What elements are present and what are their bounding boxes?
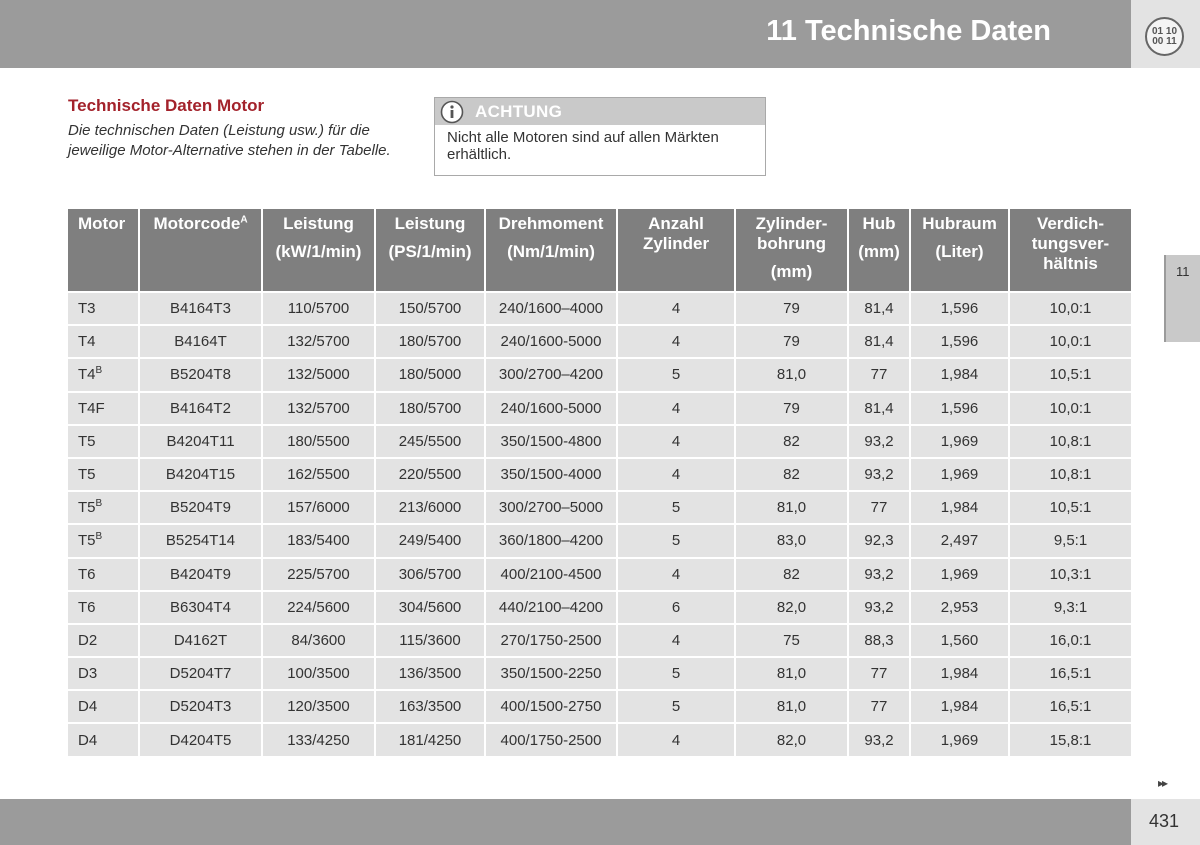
cell-kw: 162/5500	[262, 458, 375, 491]
cell-bohrung: 81,0	[735, 491, 848, 524]
col-header-hubraum: Hubraum (Liter)	[910, 209, 1009, 292]
cell-motor: T3	[68, 292, 139, 325]
cell-hubraum: 1,596	[910, 292, 1009, 325]
cell-motor: $T4^B$	[68, 358, 139, 391]
cell-verd: 16,0:1	[1009, 624, 1131, 657]
table-row	[68, 591, 1131, 624]
table-body	[68, 292, 1131, 757]
cell-verd: 10,5:1	[1009, 491, 1131, 524]
cell-hub: 81,4	[848, 292, 910, 325]
table-header-row	[68, 209, 1131, 292]
table-row	[68, 524, 1131, 557]
cell-motor: T4	[68, 325, 139, 358]
chapter-badge-icon	[1145, 17, 1184, 56]
cell-motor: $T5^B$	[68, 491, 139, 524]
cell-zyl: 6	[617, 591, 735, 624]
cell-zyl: 5	[617, 524, 735, 557]
cell-nm: 270/1750-2500	[485, 624, 617, 657]
cell-hub: 93,2	[848, 425, 910, 458]
cell-hubraum: 1,984	[910, 358, 1009, 391]
table-row	[68, 657, 1131, 690]
cell-ps: 115/3600	[375, 624, 485, 657]
table-row	[68, 690, 1131, 723]
cell-bohrung: 81,0	[735, 358, 848, 391]
cell-motor: D3	[68, 657, 139, 690]
cell-motor: D2	[68, 624, 139, 657]
cell-hub: 77	[848, 491, 910, 524]
cell-hub: 93,2	[848, 591, 910, 624]
cell-bohrung: 79	[735, 325, 848, 358]
cell-hubraum: 1,596	[910, 392, 1009, 425]
cell-hubraum: 2,497	[910, 524, 1009, 557]
cell-code: B4164T3	[139, 292, 262, 325]
cell-verd: 16,5:1	[1009, 690, 1131, 723]
cell-ps: 180/5000	[375, 358, 485, 391]
cell-verd: 10,5:1	[1009, 358, 1131, 391]
cell-nm: 350/1500-4000	[485, 458, 617, 491]
cell-kw: 132/5000	[262, 358, 375, 391]
cell-code: B5254T14	[139, 524, 262, 557]
warning-header	[435, 98, 765, 125]
table-row	[68, 358, 1131, 391]
cell-verd: 10,8:1	[1009, 425, 1131, 458]
cell-kw: 84/3600	[262, 624, 375, 657]
col-header-leistung-ps: Leistung (PS/1/min)	[375, 209, 485, 292]
cell-hub: 77	[848, 358, 910, 391]
table-row	[68, 392, 1131, 425]
cell-motor: T5	[68, 425, 139, 458]
table-row	[68, 458, 1131, 491]
cell-nm: 350/1500-2250	[485, 657, 617, 690]
cell-zyl: 4	[617, 624, 735, 657]
section-title: Technische Daten Motor	[68, 96, 265, 115]
warning-box	[434, 97, 766, 176]
cell-nm: 240/1600–4000	[485, 292, 617, 325]
cell-kw: 120/3500	[262, 690, 375, 723]
table-row	[68, 723, 1131, 756]
cell-motor: $T5^B$	[68, 524, 139, 557]
cell-ps: 249/5400	[375, 524, 485, 557]
cell-bohrung: 79	[735, 392, 848, 425]
footer-bar	[0, 799, 1131, 845]
badge-top-text: 01 10	[1151, 25, 1178, 37]
cell-motor: D4	[68, 723, 139, 756]
cell-verd: 10,0:1	[1009, 292, 1131, 325]
table-row	[68, 624, 1131, 657]
cell-code: B4164T	[139, 325, 262, 358]
cell-code: D4204T5	[139, 723, 262, 756]
cell-verd: 10,3:1	[1009, 558, 1131, 591]
cell-nm: 400/1500-2750	[485, 690, 617, 723]
cell-ps: 150/5700	[375, 292, 485, 325]
cell-verd: 10,0:1	[1009, 392, 1131, 425]
footnote-marker: B	[95, 498, 103, 510]
page-number: 431	[1149, 811, 1180, 831]
cell-bohrung: 82	[735, 458, 848, 491]
cell-hub: 81,4	[848, 392, 910, 425]
table-row	[68, 491, 1131, 524]
cell-code: B4204T9	[139, 558, 262, 591]
cell-ps: 220/5500	[375, 458, 485, 491]
cell-nm: 240/1600-5000	[485, 325, 617, 358]
cell-bohrung: 81,0	[735, 690, 848, 723]
cell-motor: D4	[68, 690, 139, 723]
cell-ps: 163/3500	[375, 690, 485, 723]
cell-hub: 93,2	[848, 458, 910, 491]
cell-nm: 300/2700–4200	[485, 358, 617, 391]
col-header-anzahl-zylinder: Anzahl Zylinder	[617, 209, 735, 292]
cell-code: B4204T15	[139, 458, 262, 491]
cell-motor: T6	[68, 591, 139, 624]
cell-hubraum: 1,969	[910, 558, 1009, 591]
cell-code: D4162T	[139, 624, 262, 657]
chapter-side-tab[interactable]	[1164, 255, 1200, 342]
header-bar	[0, 0, 1131, 68]
cell-motor: T5	[68, 458, 139, 491]
cell-hubraum: 1,596	[910, 325, 1009, 358]
cell-hubraum: 2,953	[910, 591, 1009, 624]
cell-nm: 360/1800–4200	[485, 524, 617, 557]
cell-kw: 157/6000	[262, 491, 375, 524]
col-header-hub: Hub (mm)	[848, 209, 910, 292]
table-row	[68, 325, 1131, 358]
cell-hub: 77	[848, 690, 910, 723]
cell-kw: 132/5700	[262, 392, 375, 425]
cell-hubraum: 1,984	[910, 690, 1009, 723]
cell-bohrung: 83,0	[735, 524, 848, 557]
cell-hub: 93,2	[848, 558, 910, 591]
cell-kw: 224/5600	[262, 591, 375, 624]
cell-verd: 10,0:1	[1009, 325, 1131, 358]
cell-zyl: 5	[617, 491, 735, 524]
table-row	[68, 425, 1131, 458]
cell-hubraum: 1,984	[910, 657, 1009, 690]
col-header-zylinderbohrung: Zylinder- bohrung (mm)	[735, 209, 848, 292]
footnote-marker: B	[95, 531, 103, 543]
cell-kw: 225/5700	[262, 558, 375, 591]
chapter-side-tab-label: 11	[1176, 264, 1190, 279]
cell-verd: 10,8:1	[1009, 458, 1131, 491]
cell-zyl: 5	[617, 657, 735, 690]
double-chevron-right-icon: ▸▸	[1158, 776, 1167, 790]
cell-kw: 180/5500	[262, 425, 375, 458]
cell-hub: 92,3	[848, 524, 910, 557]
cell-zyl: 4	[617, 325, 735, 358]
table-row	[68, 292, 1131, 325]
cell-kw: 133/4250	[262, 723, 375, 756]
cell-nm: 440/2100–4200	[485, 591, 617, 624]
warning-text: Nicht alle Motoren sind auf allen Märkten erhältlich.	[447, 129, 719, 163]
col-header-drehmoment: Drehmoment (Nm/1/min)	[485, 209, 617, 292]
cell-hubraum: 1,969	[910, 425, 1009, 458]
cell-bohrung: 82,0	[735, 723, 848, 756]
cell-motor: T4F	[68, 392, 139, 425]
cell-code: B4204T11	[139, 425, 262, 458]
cell-verd: 15,8:1	[1009, 723, 1131, 756]
cell-ps: 213/6000	[375, 491, 485, 524]
warning-label: ACHTUNG	[475, 101, 563, 121]
cell-verd: 16,5:1	[1009, 657, 1131, 690]
cell-ps: 180/5700	[375, 392, 485, 425]
cell-bohrung: 79	[735, 292, 848, 325]
cell-motor: T6	[68, 558, 139, 591]
cell-ps: 245/5500	[375, 425, 485, 458]
cell-hubraum: 1,969	[910, 723, 1009, 756]
table-row	[68, 558, 1131, 591]
cell-code: D5204T3	[139, 690, 262, 723]
cell-nm: 400/1750-2500	[485, 723, 617, 756]
cell-kw: 100/3500	[262, 657, 375, 690]
cell-hubraum: 1,969	[910, 458, 1009, 491]
cell-hubraum: 1,560	[910, 624, 1009, 657]
cell-zyl: 5	[617, 690, 735, 723]
cell-code: D5204T7	[139, 657, 262, 690]
col-header-verdichtung: Verdich- tungsver- hältnis	[1009, 209, 1131, 292]
cell-kw: 183/5400	[262, 524, 375, 557]
cell-verd: 9,3:1	[1009, 591, 1131, 624]
cell-ps: 136/3500	[375, 657, 485, 690]
col-header-motor: Motor	[68, 209, 139, 292]
col-header-leistung-kw: Leistung (kW/1/min)	[262, 209, 375, 292]
page-title: 11 Technische Daten	[766, 15, 1051, 47]
cell-zyl: 5	[617, 358, 735, 391]
cell-zyl: 4	[617, 558, 735, 591]
cell-bohrung: 82	[735, 425, 848, 458]
cell-bohrung: 75	[735, 624, 848, 657]
cell-hubraum: 1,984	[910, 491, 1009, 524]
engine-specs-table	[68, 209, 1131, 758]
col-header-motorcode: Motorcode$^A$	[139, 209, 262, 292]
cell-ps: 304/5600	[375, 591, 485, 624]
cell-zyl: 4	[617, 392, 735, 425]
cell-zyl: 4	[617, 292, 735, 325]
section-intro-text: Die technischen Daten (Leistung usw.) für die jeweilige Motor-Alternative stehen in der Tabelle.	[68, 122, 391, 159]
cell-nm: 350/1500-4800	[485, 425, 617, 458]
cell-zyl: 4	[617, 425, 735, 458]
cell-zyl: 4	[617, 458, 735, 491]
cell-bohrung: 82,0	[735, 591, 848, 624]
cell-code: B4164T2	[139, 392, 262, 425]
cell-verd: 9,5:1	[1009, 524, 1131, 557]
cell-code: B5204T8	[139, 358, 262, 391]
cell-ps: 181/4250	[375, 723, 485, 756]
cell-ps: 306/5700	[375, 558, 485, 591]
cell-nm: 240/1600-5000	[485, 392, 617, 425]
cell-hub: 77	[848, 657, 910, 690]
cell-code: B6304T4	[139, 591, 262, 624]
cell-ps: 180/5700	[375, 325, 485, 358]
cell-nm: 300/2700–5000	[485, 491, 617, 524]
cell-bohrung: 81,0	[735, 657, 848, 690]
badge-bottom-text: 00 11	[1152, 35, 1177, 47]
cell-code: B5204T9	[139, 491, 262, 524]
footnote-marker: B	[95, 365, 103, 377]
cell-kw: 110/5700	[262, 292, 375, 325]
info-icon	[438, 98, 465, 125]
cell-hub: 88,3	[848, 624, 910, 657]
cell-kw: 132/5700	[262, 325, 375, 358]
cell-nm: 400/2100-4500	[485, 558, 617, 591]
cell-hub: 93,2	[848, 723, 910, 756]
cell-hub: 81,4	[848, 325, 910, 358]
cell-zyl: 4	[617, 723, 735, 756]
cell-bohrung: 82	[735, 558, 848, 591]
